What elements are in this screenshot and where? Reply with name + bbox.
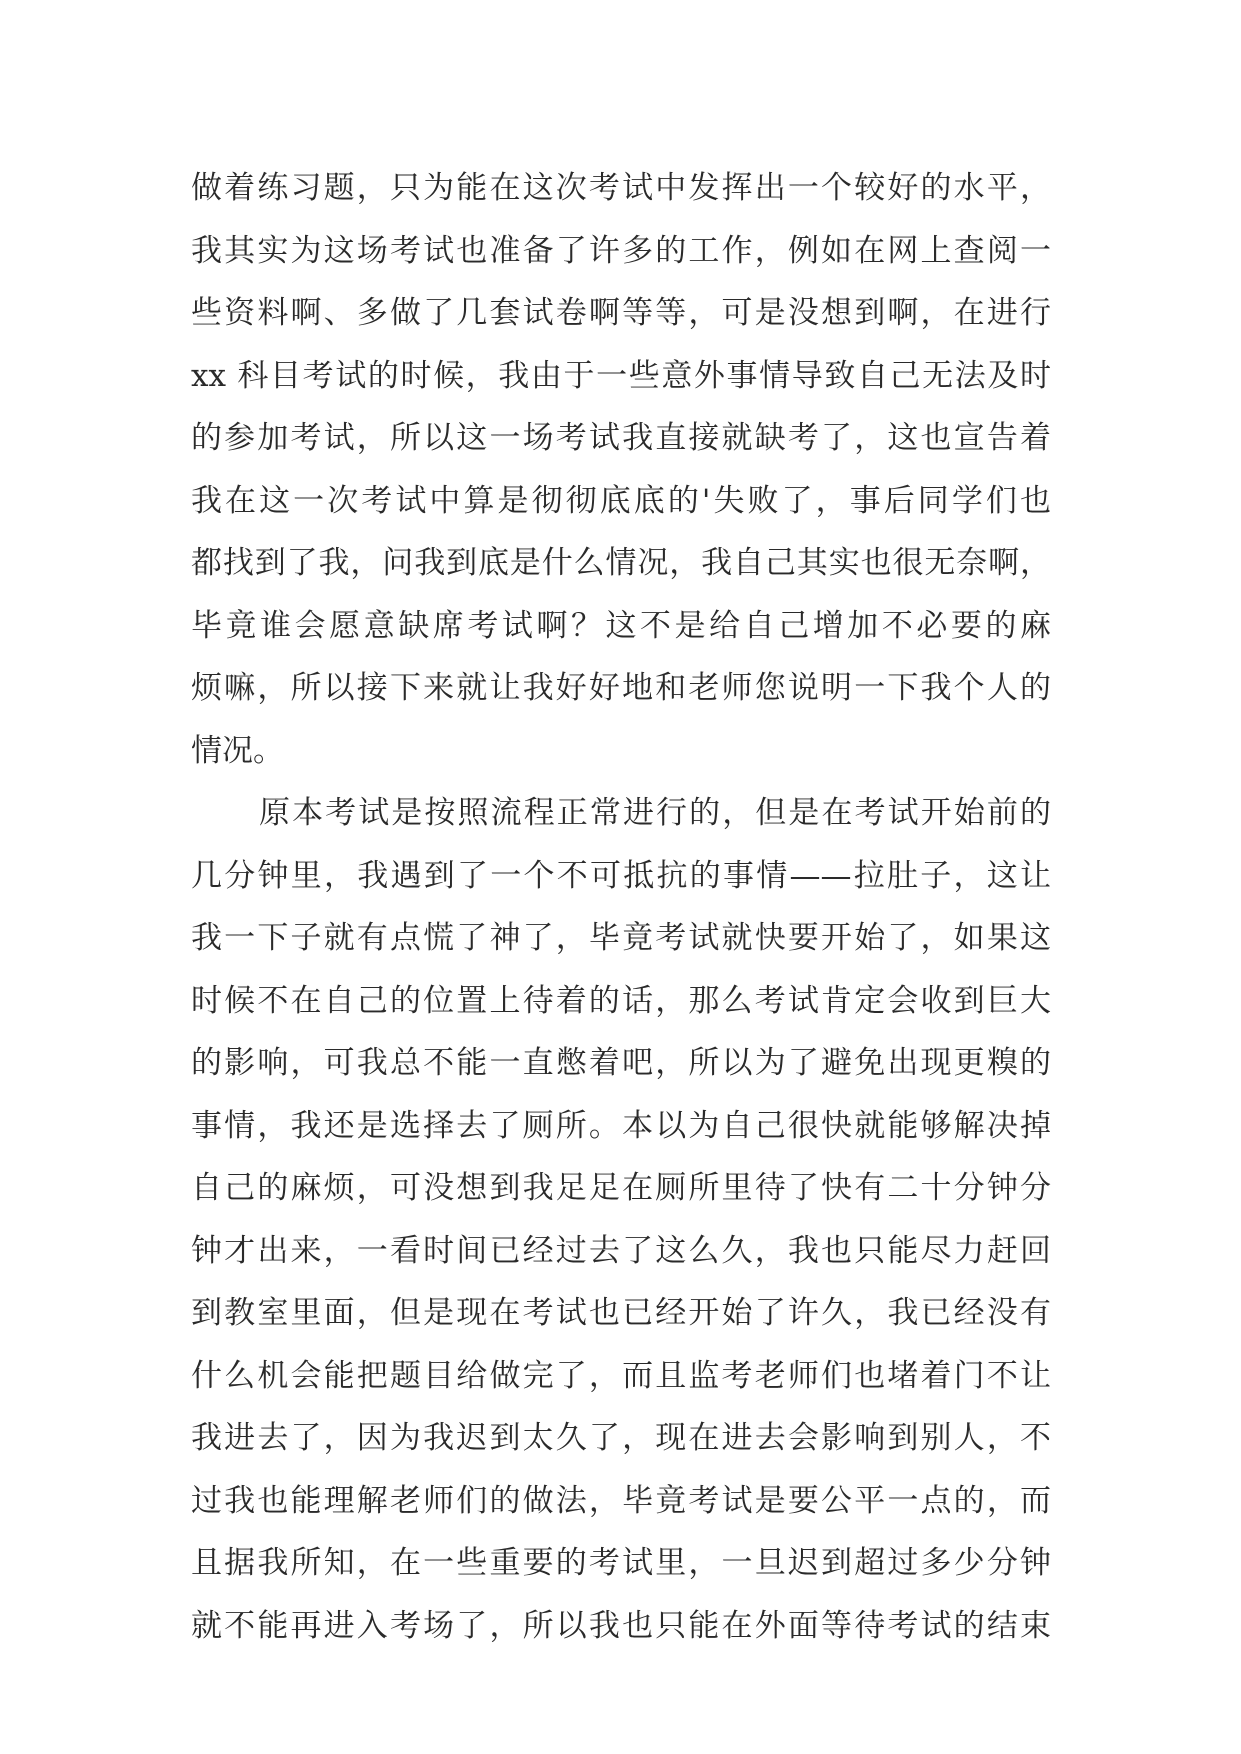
- text-line: 什么机会能把题目给做完了，而且监考老师们也堵着门不让: [191, 1357, 1051, 1394]
- text-line: 毕竟谁会愿意缺席考试啊？这不是给自己增加不必要的麻: [191, 607, 1051, 644]
- text-line: 的参加考试，所以这一场考试我直接就缺考了，这也宣告着: [191, 420, 1051, 456]
- text-line: 我在这一次考试中算是彻彻底底的'失败了，事后同学们也: [191, 482, 1051, 519]
- text-line: 我一下子就有点慌了神了，毕竟考试就快要开始了，如果这: [191, 920, 1051, 956]
- text-line: 都找到了我，问我到底是什么情况，我自己其实也很无奈啊，: [191, 545, 1051, 581]
- text-line: 些资料啊、多做了几套试卷啊等等，可是没想到啊，在进行: [191, 295, 1051, 331]
- text-line: 到教室里面，但是现在考试也已经开始了许久，我已经没有: [191, 1295, 1051, 1331]
- paragraph-start-line: 原本考试是按照流程正常进行的，但是在考试开始前的: [259, 795, 1051, 831]
- text-line: 烦嘛，所以接下来就让我好好地和老师您说明一下我个人的: [191, 670, 1051, 706]
- text-line: 时候不在自己的位置上待着的话，那么考试肯定会收到巨大: [191, 982, 1051, 1019]
- text-line: 且据我所知，在一些重要的考试里，一旦迟到超过多少分钟: [191, 1545, 1051, 1581]
- text-line: 自己的麻烦，可没想到我足足在厕所里待了快有二十分钟分: [191, 1170, 1051, 1206]
- body-text: [191, 157, 1051, 1657]
- text-line: 过我也能理解老师们的做法，毕竟考试是要公平一点的，而: [191, 1482, 1051, 1519]
- text-line: 的影响，可我总不能一直憋着吧，所以为了避免出现更糗的: [191, 1045, 1051, 1081]
- text-line: 做着练习题，只为能在这次考试中发挥出一个较好的水平，: [191, 170, 1051, 206]
- text-line: 就不能再进入考场了，所以我也只能在外面等待考试的结束: [191, 1607, 1051, 1644]
- text-line: 我进去了，因为我迟到太久了，现在进去会影响到别人，不: [191, 1420, 1051, 1456]
- text-line: 我其实为这场考试也准备了许多的工作，例如在网上查阅一: [191, 232, 1051, 269]
- text-line: 事情，我还是选择去了厕所。本以为自己很快就能够解决掉: [191, 1107, 1051, 1144]
- text-line: 几分钟里，我遇到了一个不可抵抗的事情——拉肚子，这让: [191, 857, 1051, 894]
- text-line: 钟才出来，一看时间已经过去了这么久，我也只能尽力赶回: [191, 1232, 1051, 1269]
- paragraph-end-line: 情况。: [191, 732, 284, 769]
- text-line: xx 科目考试的时候，我由于一些意外事情导致自己无法及时: [191, 357, 1051, 394]
